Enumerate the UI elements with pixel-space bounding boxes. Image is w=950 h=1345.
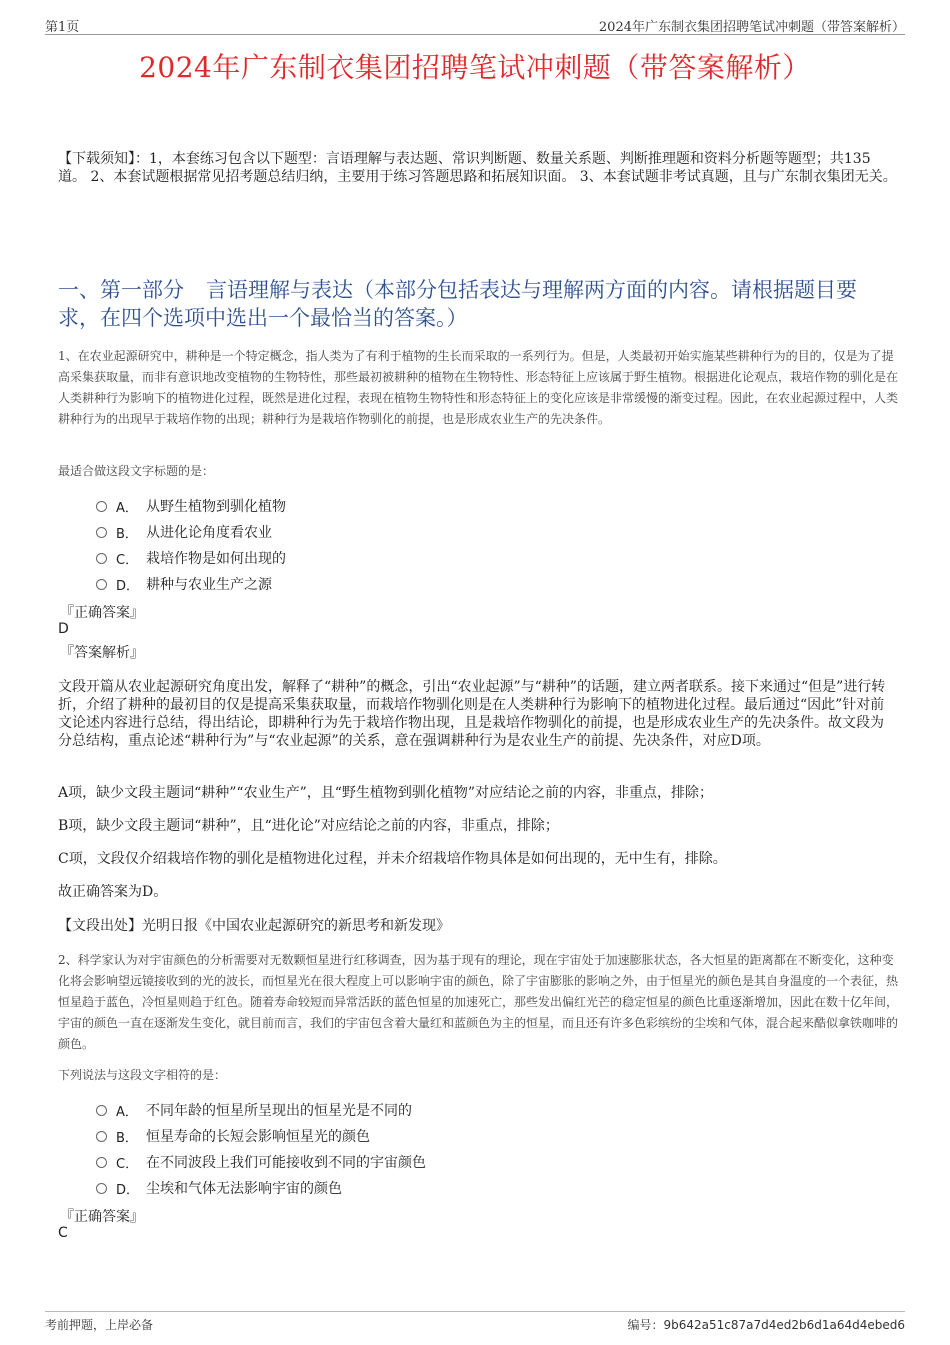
- page-title: 2024年广东制衣集团招聘笔试冲刺题（带答案解析）: [139, 51, 811, 84]
- question-1-option-a[interactable]: A． 从野生植物到驯化植物: [96, 496, 286, 516]
- question-2-option-b[interactable]: B． 恒星寿命的长短会影响恒星光的颜色: [96, 1126, 370, 1146]
- radio-icon[interactable]: [96, 1157, 107, 1168]
- question-2-stem: 下列说法与这段文字相符的是：: [58, 1068, 227, 1082]
- question-1-answer-label: 『正确答案』: [60, 605, 144, 621]
- question-2-answer: C: [58, 1225, 68, 1241]
- option-text: 从进化论角度看农业: [146, 525, 272, 541]
- analysis-note: C项，文段仅介绍栽培作物的驯化是植物进化过程，并未介绍栽培作物具体是如何出现的，无中生有，排除。: [58, 851, 727, 867]
- option-text: 耕种与农业生产之源: [146, 577, 272, 593]
- question-2-answer-label: 『正确答案』: [60, 1209, 144, 1225]
- option-text: 栽培作物是如何出现的: [146, 551, 286, 567]
- section-number: 一、第一部分: [58, 278, 184, 302]
- radio-icon[interactable]: [96, 1183, 107, 1194]
- question-1-analysis: 文段开篇从农业起源研究角度出发，解释了“耕种”的概念，引出“农业起源”与“耕种”的话题，建立两者联系。接下来通过“但是”进行转折，介绍了耕种的最初目的仅是提高采集获取量，而栽培作物驯化则是在人类耕种行为影响下的植物进化过程。最后通过“因此”针对前文论述内容进行总结，得出结论，即耕种行为先于栽培作物出现，且是栽培作物驯化的前提，也是形成农业生产的先决条件。故文段为分总结构，重点论述“耕种行为”与“农业起源”的关系，意在强调耕种行为是农业生产的前提、先决条件，对应D项。: [58, 679, 886, 749]
- footer-code-label: 编号：: [627, 1318, 664, 1332]
- footer-slogan: 考前押题，上岸必备: [45, 1318, 154, 1332]
- radio-icon[interactable]: [96, 1105, 107, 1116]
- header-doc-title: 2024年广东制衣集团招聘笔试冲刺题（带答案解析）: [598, 20, 905, 35]
- option-text: 不同年龄的恒星所呈现出的恒星光是不同的: [146, 1103, 412, 1119]
- radio-icon[interactable]: [96, 553, 107, 564]
- option-text: 从野生植物到驯化植物: [146, 499, 286, 515]
- header-divider: [45, 34, 905, 35]
- section-text: 言语理解与表达（本部分包括表达与理解两方面的内容。请根据题目要求，在四个选项中选出一个最恰当的答案。）: [58, 278, 857, 330]
- analysis-note: B项，缺少文段主题词“耕种”，且“进化论”对应结论之前的内容，非重点，排除；: [58, 818, 559, 834]
- section-heading: [58, 276, 898, 332]
- option-text: 尘埃和气体无法影响宇宙的颜色: [146, 1181, 342, 1197]
- footer-code: [627, 1316, 905, 1333]
- question-2-option-d[interactable]: D． 尘埃和气体无法影响宇宙的颜色: [96, 1178, 342, 1198]
- question-1-analysis-label: 『答案解析』: [60, 645, 144, 661]
- question-1-passage: 1、在农业起源研究中，耕种是一个特定概念，指人类为了有利于植物的生长而采取的一系列行为。但是，人类最初开始实施某些耕种行为的目的，仅是为了提高采集获取量，而非有意识地改变植物的生物特性，那些最初被耕种的植物在生物特性、形态特征上应该属于野生植物。根据进化论观点，栽培作物的驯化是在人类耕种行为影响下的植物进化过程，既然是进化过程，表现在植物生物特性和形态特征上的变化应该是非常缓慢的渐变过程。因此，在农业起源过程中，人类耕种行为的出现早于栽培作物的出现；耕种行为是栽培作物驯化的前提，也是形成农业生产的先决条件。: [58, 349, 899, 426]
- option-text: 恒星寿命的长短会影响恒星光的颜色: [146, 1129, 370, 1145]
- analysis-note: A项，缺少文段主题词“耕种”“农业生产”，且“野生植物到驯化植物”对应结论之前的内容，非重点，排除；: [58, 785, 714, 801]
- question-1-option-b[interactable]: B． 从进化论角度看农业: [96, 522, 272, 542]
- analysis-note: 故正确答案为D。: [58, 884, 168, 900]
- question-1-stem: 最适合做这段文字标题的是：: [58, 464, 215, 478]
- radio-icon[interactable]: [96, 1131, 107, 1142]
- footer-code-value: 9b642a51c87a7d4ed2b6d1a64d4ebed6: [663, 1318, 905, 1332]
- question-1-option-d[interactable]: D． 耕种与农业生产之源: [96, 574, 272, 594]
- question-2-option-a[interactable]: A． 不同年龄的恒星所呈现出的恒星光是不同的: [96, 1100, 412, 1120]
- question-1-option-c[interactable]: C． 栽培作物是如何出现的: [96, 548, 286, 568]
- footer-divider: [45, 1311, 905, 1312]
- question-2-passage: 2、科学家认为对宇宙颜色的分析需要对无数颗恒星进行红移调查，因为基于现有的理论，现在宇宙处于加速膨胀状态，各大恒星的距离都在不断变化，这种变化将会影响望远镜接收到的光的波长，而恒星光在很大程度上可以影响宇宙的颜色，除了宇宙膨胀的影响之外，由于恒星光的颜色是其自身温度的一个表征，热恒星趋于蓝色，冷恒星则趋于红色。随着寿命较短而异常活跃的蓝色恒星的加速死亡，那些发出偏红光芒的稳定恒星的颜色比重逐渐增加，因此在数十亿年间，宇宙的颜色一直在逐渐发生变化，就目前而言，我们的宇宙包含着大量红和蓝颜色为主的恒星，而且还有许多色彩缤纷的尘埃和气体，混合起来酷似拿铁咖啡的颜色。: [58, 953, 899, 1051]
- radio-icon[interactable]: [96, 527, 107, 538]
- passage-source: 【文段出处】光明日报《中国农业起源研究的新思考和新发现》: [58, 918, 450, 934]
- page-number: 第1页: [45, 20, 80, 35]
- radio-icon[interactable]: [96, 579, 107, 590]
- radio-icon[interactable]: [96, 501, 107, 512]
- download-notice: 【下载须知】：1，本套练习包含以下题型：言语理解与表达题、常识判断题、数量关系题、判断推理题和资料分析题等题型；共135道。 2、本套试题根据常见招考题总结归纳，主要用于练习答题思路和拓展知识面。 3、本套试题非考试真题，且与广东制衣集团无关。: [58, 151, 897, 185]
- option-text: 在不同波段上我们可能接收到不同的宇宙颜色: [146, 1155, 426, 1171]
- question-1-answer: D: [58, 621, 69, 637]
- question-2-option-c[interactable]: C． 在不同波段上我们可能接收到不同的宇宙颜色: [96, 1152, 426, 1172]
